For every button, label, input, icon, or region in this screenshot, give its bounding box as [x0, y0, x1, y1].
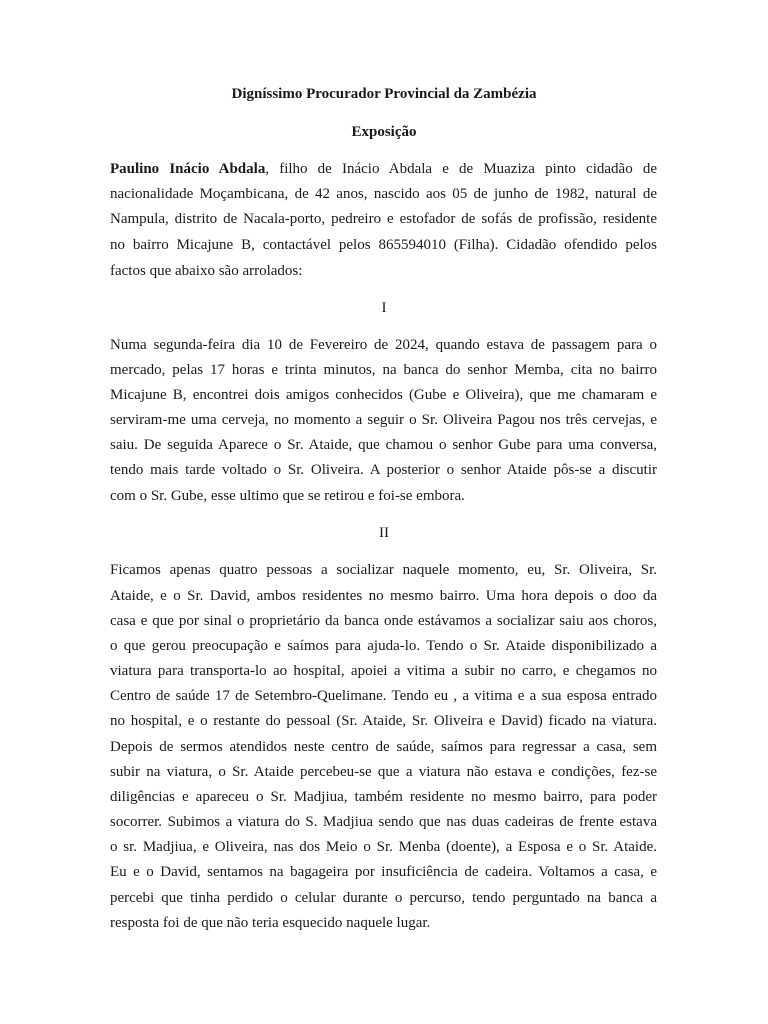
section1-line: serviram-me uma cerveja, no momento a seguir o Sr. Oliveira Pagou nos três cervejas, e	[110, 412, 657, 428]
section2-line: Centro de saúde 17 de Setembro-Quelimane. Tendo eu , a vitima e a sua esposa entrado	[110, 688, 657, 704]
section2-line: o sr. Madjiua, e Oliveira, nas dos Meio o Sr. Menba (doente), a Esposa e o Sr. Ataide.	[110, 839, 657, 855]
section1-line: tendo mais tarde voltado o Sr. Oliveira. A posterior o senhor Ataide pôs-se a discutir	[110, 462, 657, 478]
complainant-name: Paulino Inácio Abdala	[110, 161, 266, 177]
section2-line: subir na viatura, o Sr. Ataide percebeu-se que a viatura não estava e condições, fez-se	[110, 764, 657, 780]
section2-line: casa e que por sinal o proprietário da banca onde estávamos a socializar saiu aos choros,	[110, 613, 657, 629]
section2-line: Ataide, e o Sr. David, ambos residentes no mesmo bairro. Uma hora depois o doo da	[110, 588, 657, 604]
section2-line: Eu e o David, sentamos na bagageira por insuficiência de cadeira. Voltamos a casa, e	[110, 864, 657, 880]
section2-line: percebi que tinha perdido o celular durante o percurso, tendo perguntado na banca a	[110, 890, 657, 906]
section2-line: o que gerou preocupação e saímos para ajuda-lo. Tendo o Sr. Ataide disponibilizado a	[110, 638, 657, 654]
section-heading-2: II	[379, 525, 389, 541]
intro-line-1	[110, 160, 657, 178]
intro-line: nacionalidade Moçambicana, de 42 anos, nascido aos 05 de junho de 1982, natural de	[110, 186, 657, 202]
section2-line: Depois de sermos atendidos neste centro de saúde, saímos para regressar a casa, sem	[110, 739, 657, 755]
intro-line: Nampula, distrito de Nacala-porto, pedreiro e estofador de sofás de profissão, residente	[110, 211, 657, 227]
section2-line: no hospital, e o restante do pessoal (Sr. Ataide, Sr. Oliveira e David) ficado na viatura.	[110, 713, 657, 729]
section2-line: Ficamos apenas quatro pessoas a socializar naquele momento, eu, Sr. Oliveira, Sr.	[110, 562, 657, 578]
document-subtitle: Exposição	[351, 124, 417, 140]
section1-line: Numa segunda-feira dia 10 de Fevereiro de 2024, quando estava de passagem para o	[110, 337, 657, 353]
intro-line: no bairro Micajune B, contactável pelos 865594010 (Filha). Cidadão ofendido pelos	[110, 237, 657, 253]
section2-line: viatura para transporta-lo ao hospital, apoiei a vitima a subir no carro, e chegamos no	[110, 663, 657, 679]
section2-line: diligências e apareceu o Sr. Madjiua, também residente no mesmo bairro, para poder	[110, 789, 657, 805]
section1-line: Micajune B, encontrei dois amigos conhecidos (Gube e Oliveira), que me chamaram e	[110, 387, 657, 403]
intro-line-1-rest: , filho de Inácio Abdala e de Muaziza pinto cidadão de	[265, 161, 657, 177]
section1-line: com o Sr. Gube, esse ultimo que se retirou e foi-se embora.	[110, 488, 465, 504]
section2-line: resposta foi de que não teria esquecido naquele lugar.	[110, 915, 431, 931]
section1-line: mercado, pelas 17 horas e trinta minutos, na banca do senhor Memba, cita no bairro	[110, 362, 657, 378]
intro-line: factos que abaixo são arrolados:	[110, 263, 303, 279]
document-title: Digníssimo Procurador Provincial da Zambézia	[231, 86, 537, 102]
section1-line: saiu. De seguida Aparece o Sr. Ataide, que chamou o senhor Gube para uma conversa,	[110, 437, 657, 453]
section-heading-1: I	[381, 300, 387, 316]
section2-line: socorrer. Subimos a viatura do S. Madjiua sendo que nas duas cadeiras de frente estava	[110, 814, 657, 830]
